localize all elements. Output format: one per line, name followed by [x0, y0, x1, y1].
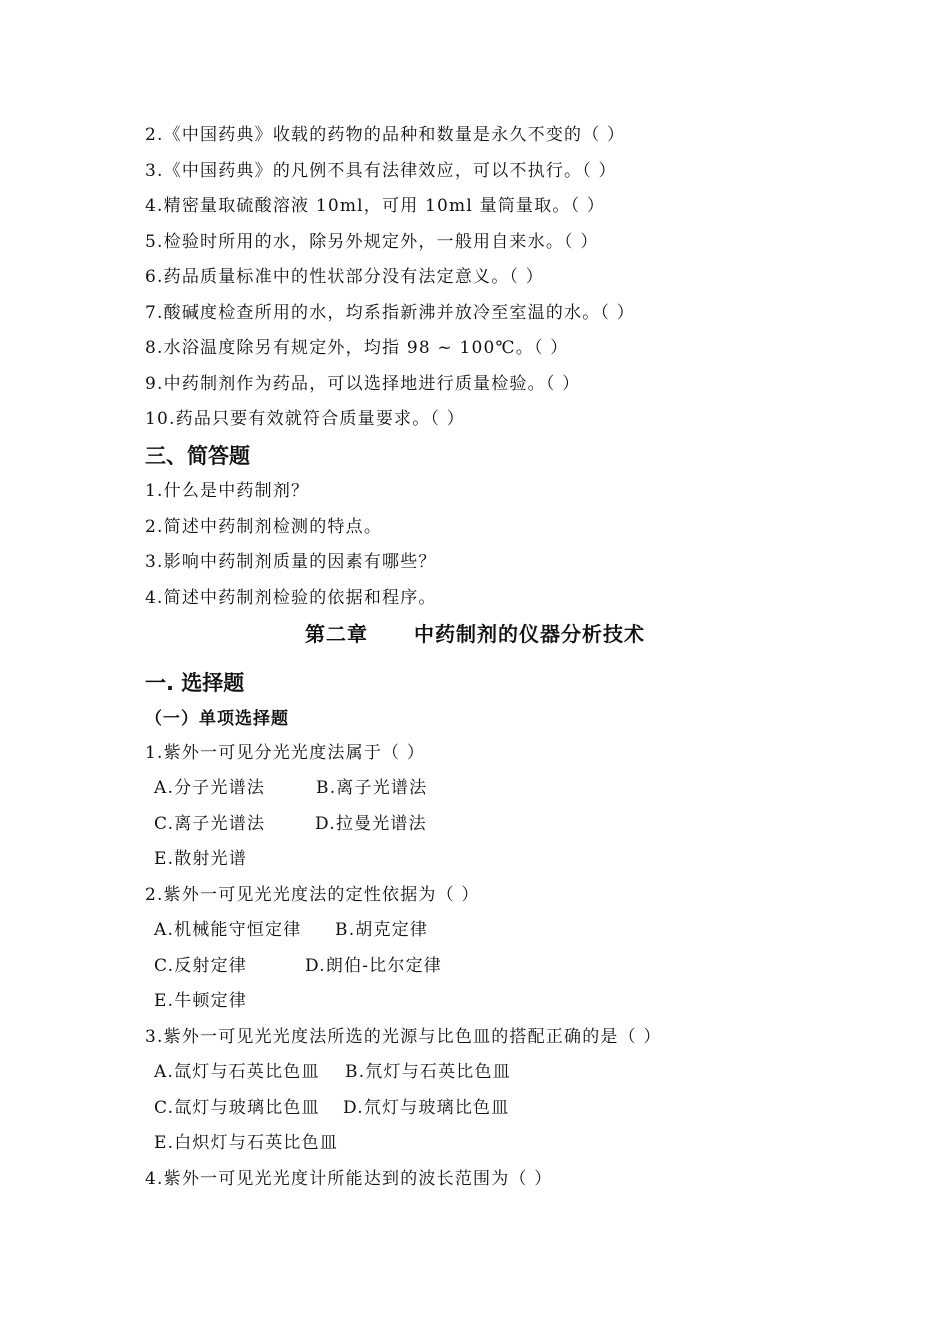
question-1-option-c: C.离子光谱法 — [154, 814, 266, 834]
judgement-item-5: 5.检验时所用的水，除另外规定外，一般用自来水。（ ） — [145, 232, 599, 252]
question-1-options-row-1 — [154, 777, 428, 799]
question-3-option-b: B.氘灯与石英比色皿 — [345, 1062, 511, 1082]
judgement-item-4: 4.精密量取硫酸溶液 10ml，可用 10ml 量筒量取。（ ） — [145, 196, 606, 216]
short-answer-item-2: 2.简述中药制剂检测的特点。 — [145, 517, 383, 537]
subheading-single-choice: （一）单项选择题 — [145, 709, 289, 729]
question-2-options-row-1 — [154, 919, 429, 941]
question-3-option-c: C.氙灯与玻璃比色皿 — [154, 1098, 320, 1118]
short-answer-item-1: 1.什么是中药制剂？ — [145, 481, 310, 501]
judgement-item-2: 2.《中国药典》收载的药物的品种和数量是永久不变的（ ） — [145, 125, 626, 145]
question-2-option-c: C.反射定律 — [154, 956, 248, 976]
question-3-option-a: A.氙灯与石英比色皿 — [154, 1062, 320, 1082]
chapter-name: 中药制剂的仪器分析技术 — [414, 622, 645, 646]
question-3-options-row-2 — [154, 1097, 510, 1119]
judgement-item-9: 9.中药制剂作为药品，可以选择地进行质量检验。（ ） — [145, 374, 581, 394]
section-heading-short-answer: 三、简答题 — [145, 444, 250, 468]
question-1-option-a: A.分子光谱法 — [154, 778, 266, 798]
judgement-item-10: 10.药品只要有效就符合质量要求。（ ） — [145, 409, 465, 429]
chapter-title — [0, 621, 950, 647]
judgement-item-3: 3.《中国药典》的凡例不具有法律效应，可以不执行。（ ） — [145, 161, 617, 181]
question-3-option-d: D.氘灯与玻璃比色皿 — [343, 1098, 510, 1118]
question-4-stem: 4.紫外一可见光光度计所能达到的波长范围为（ ） — [145, 1169, 553, 1189]
question-2-stem: 2.紫外一可见光光度法的定性依据为（ ） — [145, 885, 480, 905]
question-1-option-d: D.拉曼光谱法 — [315, 814, 427, 834]
short-answer-item-3: 3.影响中药制剂质量的因素有哪些？ — [145, 552, 437, 572]
chapter-number: 第二章 — [305, 622, 368, 646]
short-answer-item-4: 4.简述中药制剂检验的依据和程序。 — [145, 588, 437, 608]
question-2-option-e: E.牛顿定律 — [154, 991, 248, 1011]
question-2-option-b: B.胡克定律 — [335, 920, 429, 940]
question-1-option-e: E.散射光谱 — [154, 849, 248, 869]
question-2-option-a: A.机械能守恒定律 — [154, 920, 302, 940]
question-3-stem: 3.紫外一可见光光度法所选的光源与比色皿的搭配正确的是（ ） — [145, 1027, 662, 1047]
judgement-item-6: 6.药品质量标准中的性状部分没有法定意义。（ ） — [145, 267, 544, 287]
judgement-item-7: 7.酸碱度检查所用的水，均系指新沸并放冷至室温的水。（ ） — [145, 303, 635, 323]
question-1-stem: 1.紫外一可见分光光度法属于（ ） — [145, 743, 426, 763]
question-3-options-row-1 — [154, 1061, 511, 1083]
question-1-option-b: B.离子光谱法 — [316, 778, 428, 798]
question-2-option-d: D.朗伯-比尔定律 — [305, 956, 442, 976]
question-1-options-row-2 — [154, 813, 427, 835]
question-2-options-row-2 — [154, 955, 442, 977]
judgement-item-8: 8.水浴温度除另有规定外，均指 98 ~ 100℃。（ ） — [145, 338, 569, 358]
part-heading-choice: 一. 选择题 — [145, 671, 245, 695]
question-3-option-e: E.白炽灯与石英比色皿 — [154, 1133, 339, 1153]
